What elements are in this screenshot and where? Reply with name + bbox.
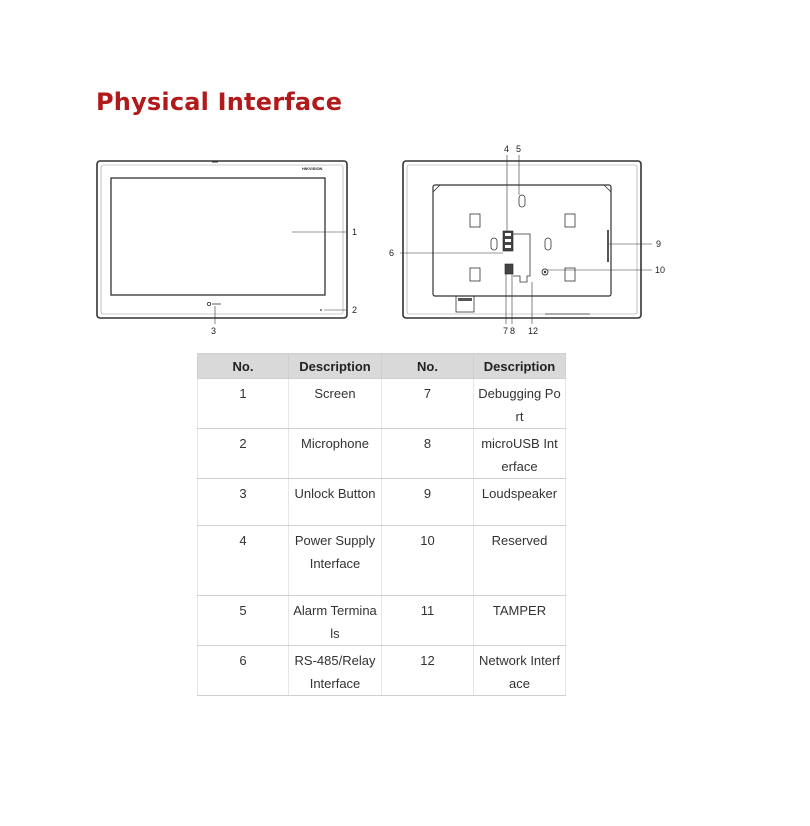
cell-description: Debugging Port bbox=[474, 379, 566, 429]
interface-table bbox=[197, 353, 566, 696]
cell-description: Loudspeaker bbox=[474, 479, 566, 526]
cell-no: 11 bbox=[382, 596, 474, 646]
page-title: Physical Interface bbox=[96, 88, 343, 116]
table-header bbox=[198, 354, 566, 379]
cell-no: 9 bbox=[382, 479, 474, 526]
debug-usb-ports bbox=[505, 264, 513, 274]
network-port-outline bbox=[513, 234, 530, 282]
rear-view-diagram bbox=[380, 140, 680, 340]
cell-no: 12 bbox=[382, 646, 474, 696]
header-description-left: Description bbox=[289, 354, 382, 379]
device-front-inner-edge bbox=[101, 165, 343, 314]
cell-description: Microphone bbox=[289, 429, 382, 479]
cell-no: 7 bbox=[382, 379, 474, 429]
screw-hole-right bbox=[545, 238, 551, 250]
mounting-plate bbox=[433, 185, 611, 296]
callout-8: 8 bbox=[510, 326, 516, 336]
plate-notches bbox=[433, 185, 611, 192]
rear-view-svg bbox=[380, 140, 680, 340]
cell-description: microUSB Interface bbox=[474, 429, 566, 479]
table-row bbox=[198, 429, 566, 479]
terminal-pin bbox=[505, 245, 511, 248]
cell-description: Alarm Terminals bbox=[289, 596, 382, 646]
cell-description: Network Interface bbox=[474, 646, 566, 696]
cell-no: 1 bbox=[198, 379, 289, 429]
cell-no: 8 bbox=[382, 429, 474, 479]
microphone-hole bbox=[320, 309, 322, 311]
screen-outline bbox=[111, 178, 325, 295]
screw-hole-top bbox=[519, 195, 525, 207]
table-row bbox=[198, 646, 566, 696]
hook-slot-bottom-left bbox=[470, 268, 480, 281]
screw-hole-left bbox=[491, 238, 497, 250]
callout-7: 7 bbox=[503, 326, 509, 336]
callout-12: 12 bbox=[528, 326, 539, 336]
terminal-pin bbox=[505, 239, 511, 242]
callout-5: 5 bbox=[516, 144, 522, 154]
cell-no: 6 bbox=[198, 646, 289, 696]
hook-slot-top-right bbox=[565, 214, 575, 227]
cell-description: RS-485/Relay Interface bbox=[289, 646, 382, 696]
reserved-button-center bbox=[544, 271, 546, 273]
brand-logo: HIKVISION bbox=[302, 166, 323, 171]
cell-no: 3 bbox=[198, 479, 289, 526]
loudspeaker-grille bbox=[607, 230, 609, 262]
header-no-right: No. bbox=[382, 354, 474, 379]
callout-4: 4 bbox=[504, 144, 510, 154]
front-view-svg bbox=[90, 140, 370, 340]
terminal-pin bbox=[505, 233, 511, 236]
table-row bbox=[198, 596, 566, 646]
table-row bbox=[198, 379, 566, 429]
callout-2: 2 bbox=[352, 305, 358, 315]
cell-no: 5 bbox=[198, 596, 289, 646]
callout-6: 6 bbox=[389, 248, 395, 258]
header-description-right: Description bbox=[474, 354, 566, 379]
cell-no: 4 bbox=[198, 526, 289, 596]
cell-no: 2 bbox=[198, 429, 289, 479]
cell-description: Power Supply Interface bbox=[289, 526, 382, 596]
table-row bbox=[198, 526, 566, 596]
cell-no: 10 bbox=[382, 526, 474, 596]
cell-description: Screen bbox=[289, 379, 382, 429]
callout-1: 1 bbox=[352, 227, 358, 237]
cell-description: Unlock Button bbox=[289, 479, 382, 526]
callout-10: 10 bbox=[655, 265, 666, 275]
unlock-button-mark bbox=[207, 302, 210, 305]
callout-9: 9 bbox=[656, 239, 662, 249]
table-header-row bbox=[198, 354, 566, 379]
table-row bbox=[198, 479, 566, 526]
cable-outlet-label bbox=[458, 298, 472, 301]
table-body bbox=[198, 379, 566, 696]
cell-description: Reserved bbox=[474, 526, 566, 596]
hook-slot-top-left bbox=[470, 214, 480, 227]
header-no-left: No. bbox=[198, 354, 289, 379]
cell-description: TAMPER bbox=[474, 596, 566, 646]
device-rear-inner-edge bbox=[407, 165, 637, 314]
callout-3: 3 bbox=[211, 326, 217, 336]
front-view-diagram bbox=[90, 140, 370, 340]
